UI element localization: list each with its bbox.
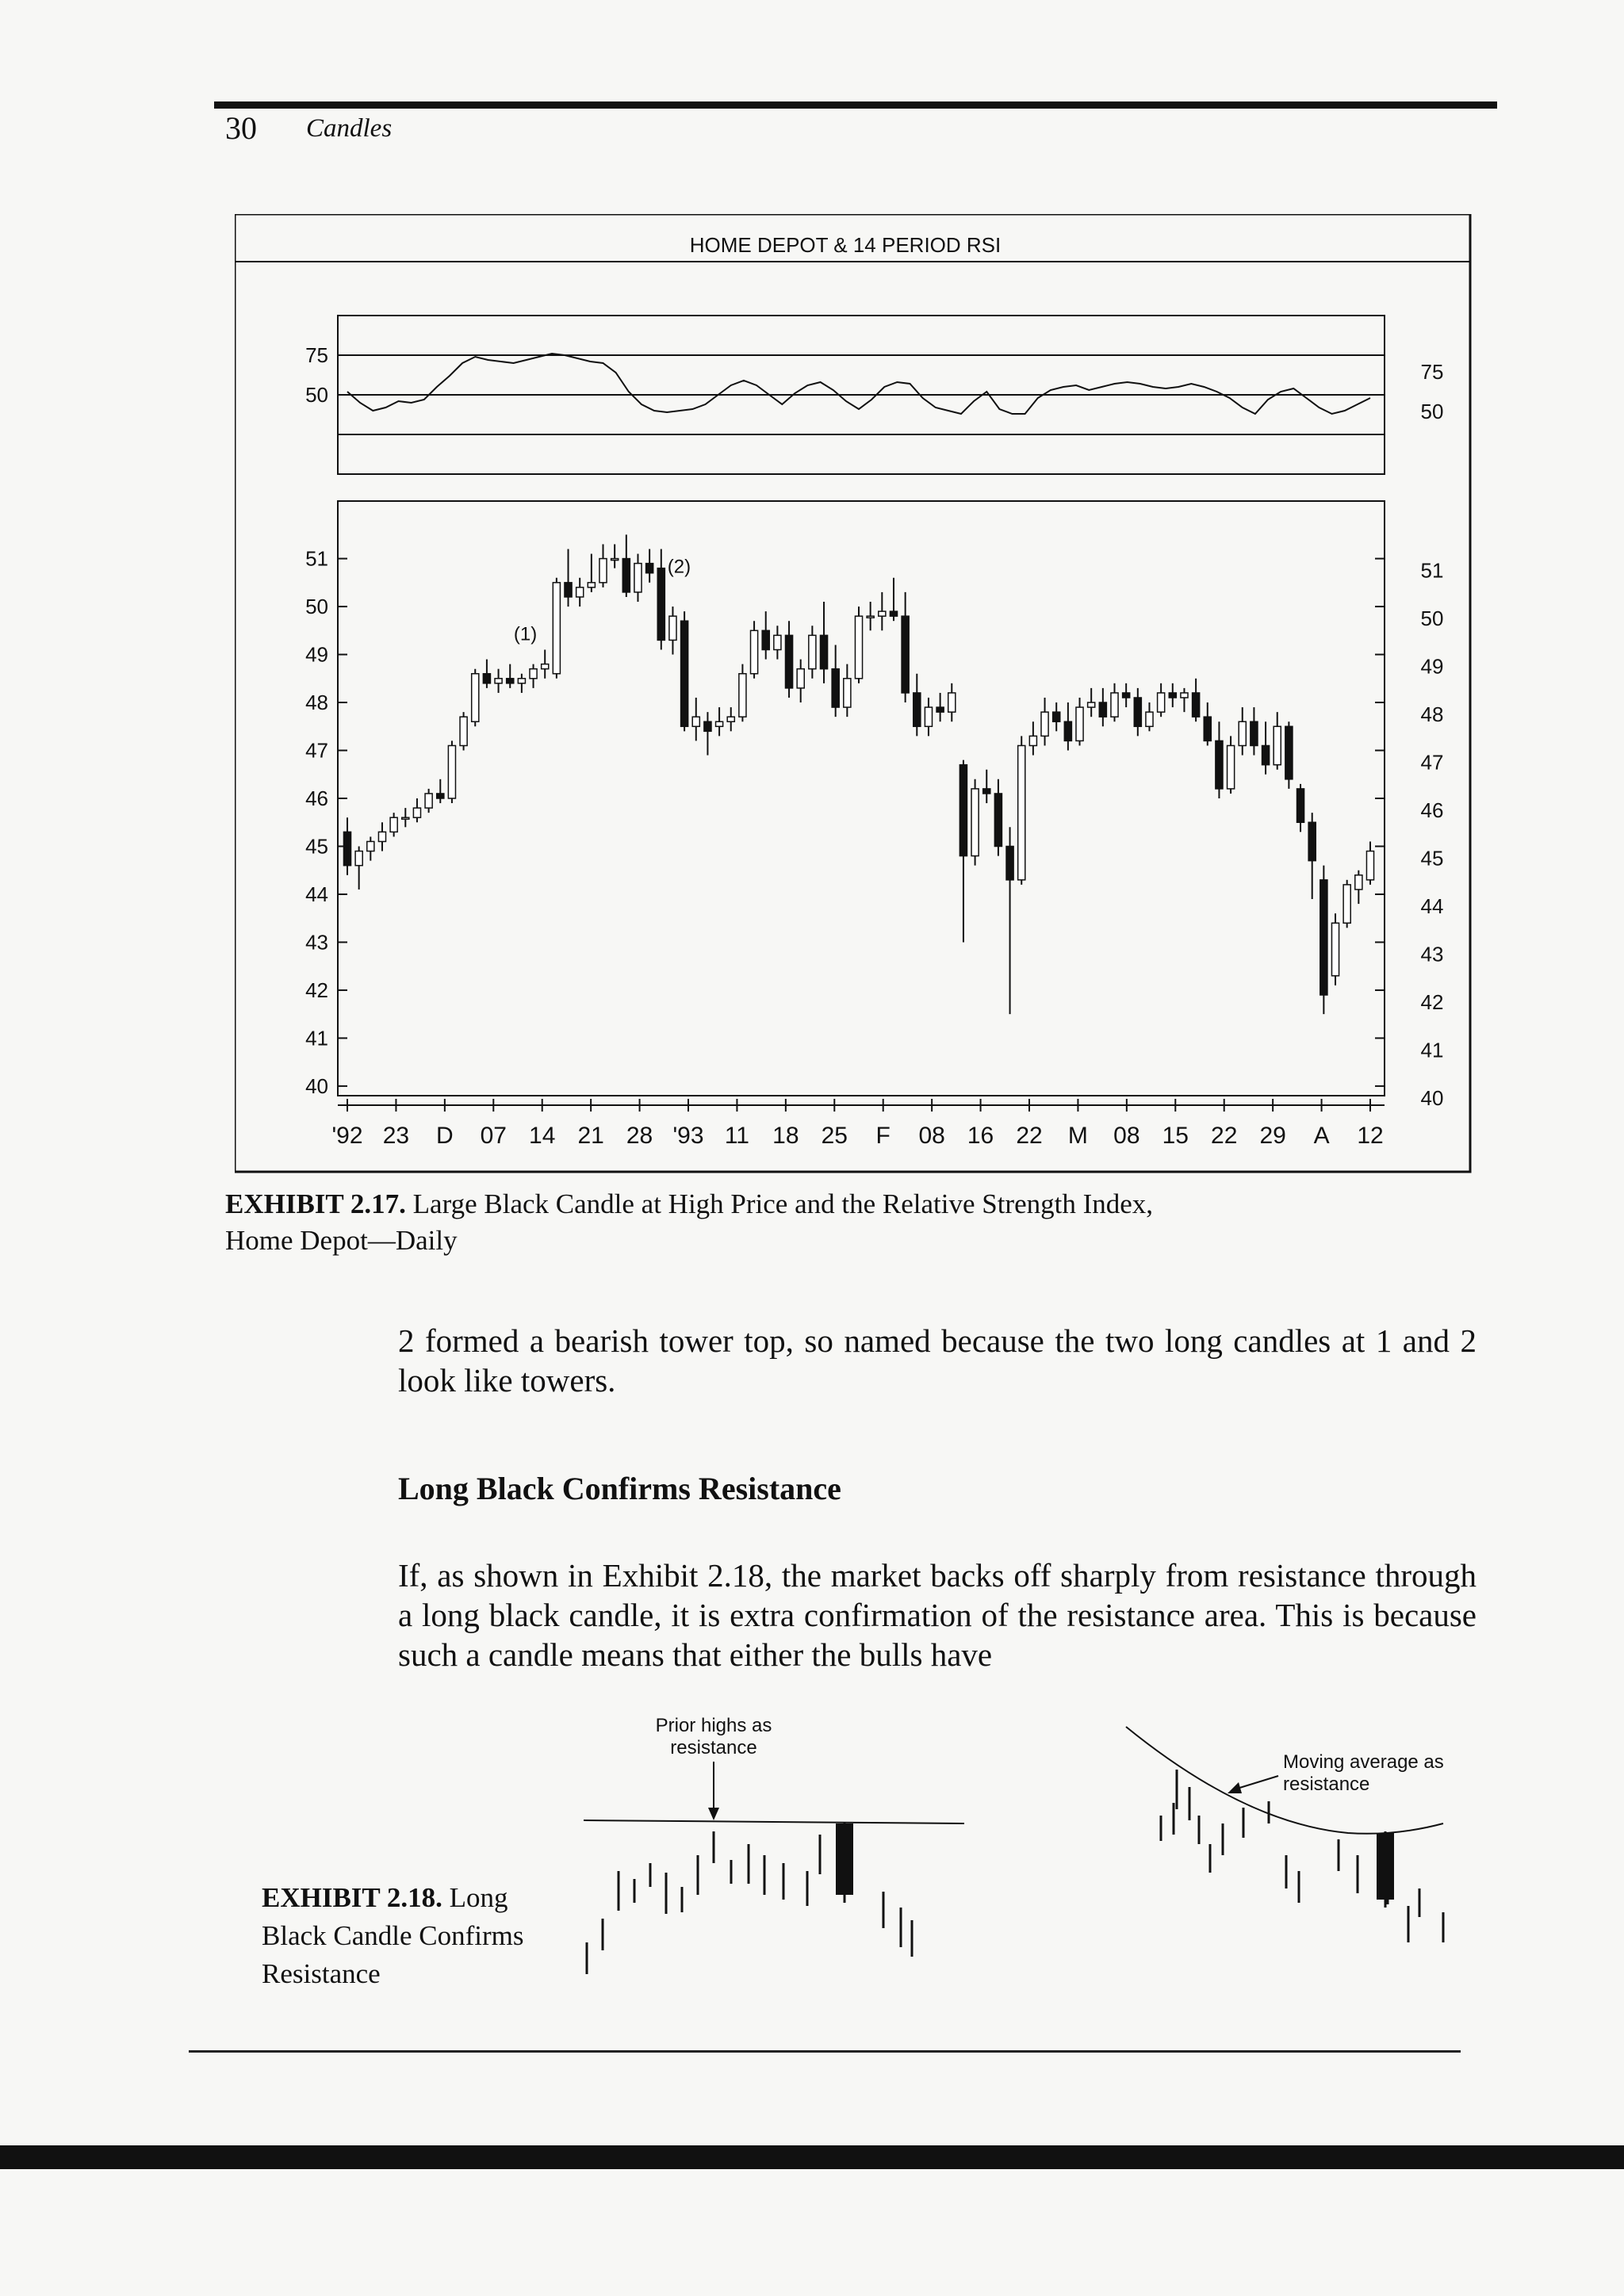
- exhibit-2-18-diagram: [555, 1705, 1507, 2022]
- left-label-line2: resistance: [670, 1737, 757, 1758]
- black-candle-body: [1216, 740, 1223, 788]
- x-tick-label: '93: [672, 1123, 704, 1149]
- price-tick-label-right: 46: [1420, 798, 1444, 822]
- x-tick-label: D: [436, 1123, 454, 1149]
- x-tick-label: 08: [1113, 1123, 1140, 1149]
- white-candle-body: [948, 693, 956, 712]
- price-tick-label-right: 44: [1420, 894, 1444, 918]
- x-tick-label: 08: [918, 1123, 945, 1149]
- black-candle-body: [994, 794, 1002, 847]
- right-candles: [1161, 1770, 1443, 1942]
- x-tick-label: 23: [382, 1123, 410, 1149]
- caption2-text1: Long: [449, 1882, 508, 1913]
- exhibit-2-17-caption: [225, 1186, 1526, 1259]
- white-candle-body: [844, 679, 851, 707]
- rsi-series-line: [347, 354, 1370, 414]
- right-label-line2: resistance: [1283, 1774, 1370, 1795]
- price-layer: [343, 534, 1373, 1014]
- white-candle-body: [367, 841, 374, 851]
- black-candle-body: [1251, 721, 1258, 745]
- x-tick-label: 11: [724, 1123, 750, 1149]
- price-tick-label-left: 42: [305, 978, 328, 1002]
- paragraph-2: If, as shown in Exhibit 2.18, the market backs off sharply from resistance through a long black candle, it is extra confirmation of the resistance area. This is because such a candle means that either the bulls have: [398, 1557, 1477, 1673]
- white-candle-body: [879, 611, 886, 616]
- white-candle-body: [634, 564, 642, 592]
- black-candle-body: [1134, 698, 1141, 726]
- footer-rule: [189, 2050, 1461, 2053]
- price-tick-label-left: 51: [305, 546, 328, 571]
- exhibit-2-17-chart: [235, 214, 1472, 1173]
- price-tick-label-right: 45: [1420, 846, 1444, 871]
- price-tick-label-right: 49: [1420, 654, 1444, 679]
- white-candle-body: [809, 635, 816, 668]
- price-tick-label-left: 43: [305, 930, 328, 955]
- black-candle-body: [1297, 789, 1304, 822]
- white-candle-body: [1343, 885, 1350, 923]
- right-arrow-head: [1228, 1782, 1242, 1793]
- resistance-line: [584, 1820, 964, 1823]
- white-candle-body: [378, 832, 385, 841]
- white-candle-body: [472, 674, 479, 721]
- white-candle-body: [1076, 707, 1083, 740]
- header-rule: [214, 101, 1497, 109]
- black-candle-body: [1053, 712, 1060, 721]
- white-candle-body: [460, 717, 467, 745]
- price-tick-label-right: 48: [1420, 702, 1444, 727]
- caption-label: EXHIBIT 2.17.: [225, 1188, 406, 1219]
- right-label-line1: Moving average as: [1283, 1751, 1444, 1773]
- white-candle-body: [1111, 693, 1118, 717]
- white-candle-body: [1088, 702, 1095, 707]
- price-tick-label-left: 49: [305, 642, 328, 667]
- x-tick-label: F: [875, 1123, 891, 1149]
- black-candle-body: [1193, 693, 1200, 717]
- white-candle-body: [1331, 923, 1339, 976]
- white-candle-body: [542, 664, 549, 669]
- price-tick-label-left: 45: [305, 834, 328, 859]
- rsi-level-label-right: 50: [1420, 400, 1444, 423]
- white-candle-body: [716, 721, 723, 726]
- black-candle-body: [657, 568, 665, 641]
- price-tick-label-left: 47: [305, 738, 328, 763]
- caption2-text3: Resistance: [262, 1958, 381, 1989]
- black-candle-body: [1099, 702, 1106, 717]
- black-candle-body: [914, 693, 921, 726]
- white-candle-body: [669, 616, 676, 640]
- price-tick-label-left: 40: [305, 1073, 328, 1098]
- white-candle-body: [448, 745, 455, 798]
- x-tick-label: 28: [626, 1123, 653, 1149]
- price-panel: [338, 501, 1385, 1096]
- outer-frame: [235, 214, 1470, 1172]
- white-candle-body: [1041, 712, 1048, 736]
- black-candle-body: [902, 616, 909, 693]
- left-label-line1: Prior highs as: [655, 1715, 772, 1736]
- exhibit-2-18-caption: [262, 1879, 563, 1993]
- black-candle-body: [820, 635, 827, 668]
- price-tick-label-right: 50: [1420, 607, 1444, 631]
- black-candle-body: [1320, 880, 1327, 995]
- white-candle-body: [727, 717, 734, 721]
- white-candle-body: [390, 817, 397, 832]
- black-candle-body: [786, 635, 793, 688]
- white-candle-body: [1274, 726, 1281, 764]
- black-candle-body: [507, 679, 514, 683]
- x-tick-label: A: [1313, 1123, 1330, 1149]
- x-tick-label: 15: [1162, 1123, 1189, 1149]
- price-tick-label-left: 50: [305, 595, 328, 619]
- x-tick-label: 14: [529, 1123, 556, 1149]
- black-candle-body: [1204, 717, 1211, 740]
- axis-layer: [305, 547, 1443, 1149]
- black-candle-body: [1006, 846, 1013, 879]
- price-tick-label-right: 47: [1420, 750, 1444, 775]
- price-tick-label-left: 48: [305, 691, 328, 715]
- white-candle-body: [751, 630, 758, 673]
- x-tick-label: 25: [821, 1123, 848, 1149]
- white-candle-body: [576, 587, 584, 597]
- white-candle-body: [1146, 712, 1153, 726]
- black-candle-body: [936, 707, 944, 712]
- scan-edge-bar: [0, 2145, 1624, 2169]
- white-candle-body: [518, 679, 525, 683]
- caption2-text2: Black Candle Confirms: [262, 1920, 524, 1951]
- black-candle-body: [622, 559, 630, 592]
- x-tick-label: 29: [1259, 1123, 1286, 1149]
- black-candle-body: [959, 765, 967, 856]
- white-candle-body: [971, 789, 979, 856]
- x-tick-label: 07: [480, 1123, 507, 1149]
- white-candle-body: [1355, 875, 1362, 890]
- resistance-diagram: [555, 1705, 1507, 2022]
- white-candle-body: [1181, 693, 1188, 698]
- black-candle-body: [832, 669, 839, 707]
- white-candle-body: [1366, 851, 1373, 880]
- white-candle-body: [855, 616, 862, 679]
- white-candle-body: [692, 717, 699, 726]
- page-number: 30: [225, 110, 257, 146]
- x-tick-label: M: [1067, 1123, 1088, 1149]
- paragraph-1: 2 formed a bearish tower top, so named because the two long candles at 1 and 2 look like towers.: [398, 1322, 1477, 1399]
- section-heading: Long Black Confirms Resistance: [398, 1471, 841, 1506]
- black-candle-body: [1285, 726, 1293, 779]
- black-candle-body: [983, 789, 990, 794]
- annotation-2: (2): [667, 556, 691, 578]
- black-candle-body: [1262, 745, 1270, 764]
- black-candle-body: [646, 564, 653, 573]
- price-tick-label-left: 41: [305, 1026, 328, 1050]
- white-candle-body: [425, 794, 432, 808]
- black-candle-body: [681, 621, 688, 726]
- white-candle-body: [867, 616, 874, 618]
- x-tick-label: 12: [1357, 1123, 1384, 1149]
- white-candle-body: [1029, 736, 1036, 745]
- white-candle-body: [797, 669, 804, 688]
- white-candle-body: [1239, 721, 1246, 745]
- white-candle-body: [355, 851, 362, 866]
- caption2-label: EXHIBIT 2.18.: [262, 1882, 442, 1913]
- black-candle-body: [890, 611, 897, 616]
- x-tick-label: 21: [577, 1123, 604, 1149]
- white-candle-body: [1158, 693, 1165, 712]
- price-tick-label-right: 40: [1420, 1085, 1444, 1110]
- caption-text-line2: Home Depot—Daily: [225, 1225, 458, 1256]
- black-candle-body: [565, 583, 572, 597]
- x-tick-label: 22: [1211, 1123, 1238, 1149]
- black-candle-body: [1308, 822, 1316, 860]
- white-candle-body: [495, 679, 502, 683]
- candlestick-rsi-chart: [235, 214, 1472, 1173]
- white-candle-body: [599, 559, 607, 583]
- left-candles: [587, 1822, 912, 1974]
- x-tick-label: 22: [1016, 1123, 1043, 1149]
- price-tick-label-left: 44: [305, 882, 328, 906]
- rsi-level-label-right: 75: [1420, 360, 1444, 384]
- chart-title: HOME DEPOT & 14 PERIOD RSI: [689, 233, 1002, 257]
- white-candle-body: [588, 583, 595, 587]
- white-candle-body: [925, 707, 932, 726]
- x-tick-label: '92: [331, 1123, 363, 1149]
- running-title: Candles: [306, 114, 393, 143]
- caption-text: Large Black Candle at High Price and the Relative Strength Index,: [412, 1188, 1154, 1219]
- rsi-level-label-left: 75: [305, 343, 328, 367]
- price-tick-label-left: 46: [305, 786, 328, 810]
- black-candle-body: [762, 630, 769, 649]
- white-candle-body: [553, 583, 560, 674]
- white-candle-body: [1228, 745, 1235, 788]
- annotation-1: (1): [513, 623, 538, 645]
- price-tick-label-right: 51: [1420, 558, 1444, 583]
- price-tick-label-right: 42: [1420, 989, 1444, 1014]
- white-candle-body: [774, 635, 781, 649]
- price-tick-label-right: 43: [1420, 942, 1444, 966]
- right-arrow-shaft: [1237, 1776, 1278, 1789]
- black-candle-body: [437, 794, 444, 798]
- black-candle-body: [1169, 693, 1176, 698]
- white-candle-body: [1018, 745, 1025, 879]
- x-tick-label: 16: [967, 1123, 994, 1149]
- black-candle-body: [704, 721, 711, 731]
- white-candle-body: [530, 669, 537, 679]
- white-candle-body: [413, 808, 420, 817]
- x-tick-label: 18: [772, 1123, 799, 1149]
- rsi-layer: [305, 343, 1443, 434]
- black-candle-body: [343, 832, 350, 865]
- black-candle-body: [1123, 693, 1130, 698]
- left-arrow-head: [708, 1808, 719, 1820]
- black-candle-body: [1064, 721, 1071, 740]
- white-candle-body: [739, 674, 746, 717]
- white-candle-body: [402, 817, 409, 819]
- white-candle-body: [611, 559, 619, 561]
- rsi-level-label-left: 50: [305, 383, 328, 407]
- black-candle-body: [483, 674, 490, 683]
- price-tick-label-right: 41: [1420, 1038, 1444, 1062]
